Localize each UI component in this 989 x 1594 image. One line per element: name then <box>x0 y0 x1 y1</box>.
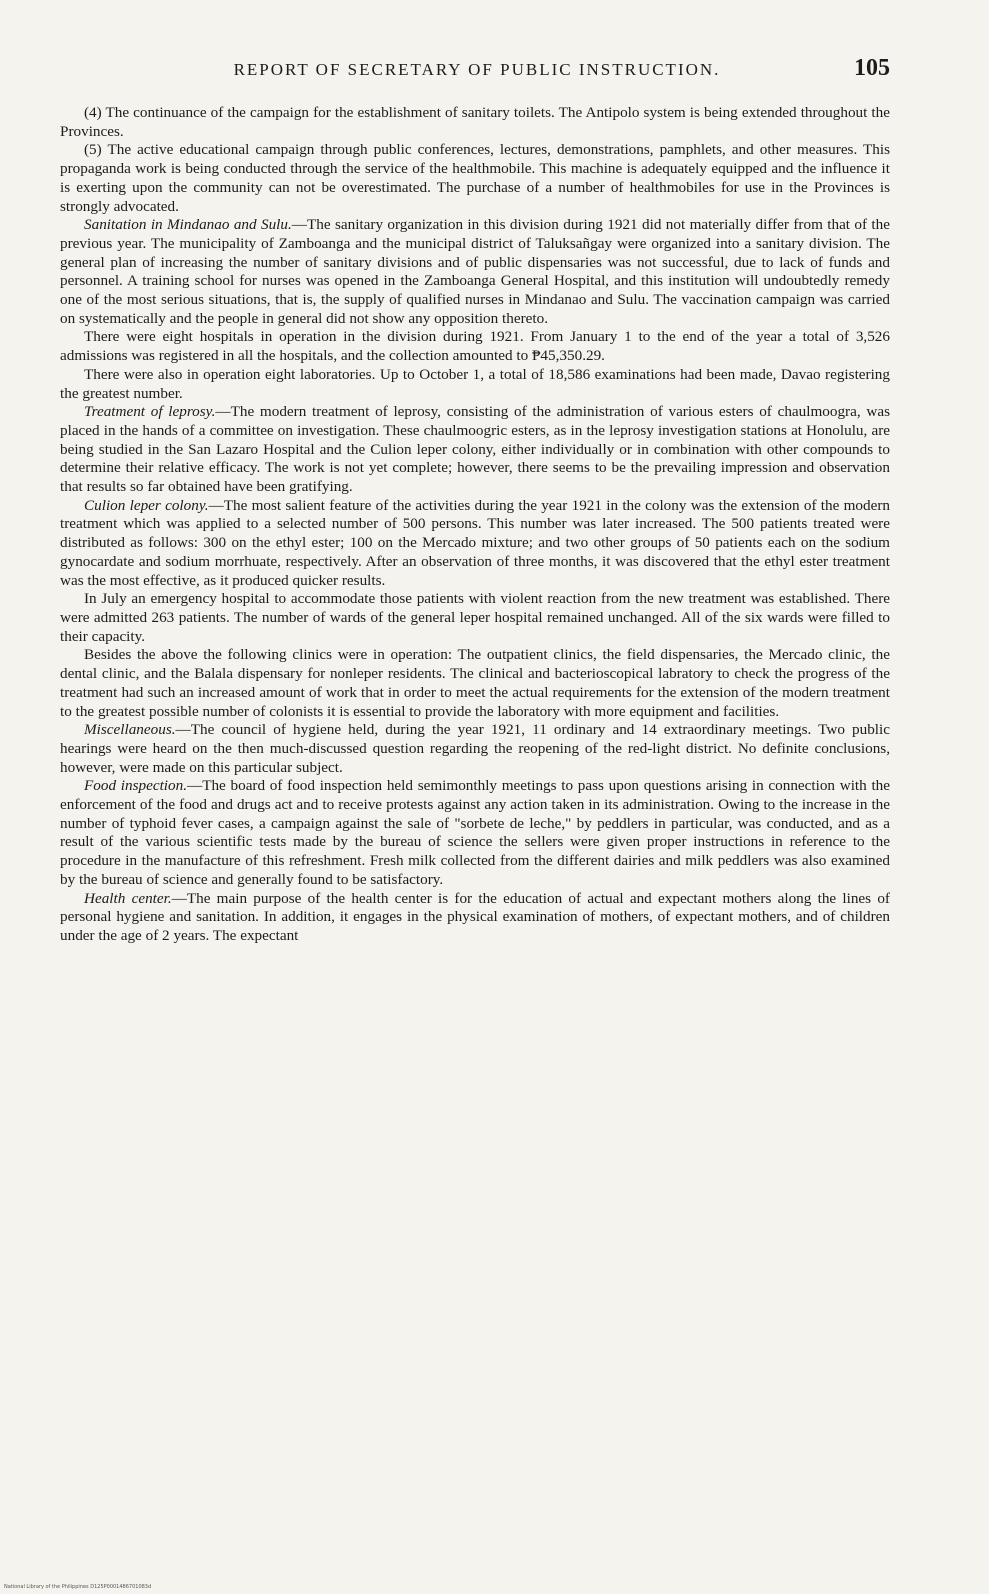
paragraph-text: —The board of food inspection held semimonthly meetings to pass upon questions arising in connection with the enforcement of the food and drugs act and to receive protests against any action taken in its administration. Owing to the increase in the number of typhoid fever cases, a campaign against the sale of "sorbete de leche," by peddlers in particular, was conducted, and as a result of the various scientific tests made by the bureau of science the sellers were given proper instructions in reference to the procedure in the manufacture of this refreshment. Fresh milk collected from the different dairies and milk peddlers was also examined by the bureau of science and generally found to be satisfactory. <box>60 777 890 888</box>
paragraph <box>60 366 890 403</box>
paragraph-text: —The sanitary organization in this division during 1921 did not materially differ from that of the previous year. The municipality of Zamboanga and the municipal district of Taluksañgay were organized into a sanitary division. The general plan of increasing the number of sanitary divisions and of public dispensaries was not successful, due to lack of funds and personnel. A training school for nurses was opened in the Zamboanga General Hospital, and this institution will undoubtedly remedy one of the most serious situations, that is, the supply of qualified nurses in Mindanao and Sulu. The vaccination campaign was carried on systematically and the people in general did not show any opposition thereto. <box>60 216 890 327</box>
paragraph-heading: Health center. <box>84 889 172 907</box>
paragraph <box>60 403 890 497</box>
paragraph-heading: Treatment of leprosy. <box>84 403 216 421</box>
paragraph-text: There were eight hospitals in operation in the division during 1921. From January 1 to the end of the year a total of 3,526 admissions was registered in all the hospitals, and the collection amounted to ₱45,350.29. <box>60 328 890 365</box>
paragraph <box>60 104 890 141</box>
paragraph <box>60 497 890 591</box>
paragraph <box>60 590 890 646</box>
paragraph-text: There were also in operation eight laboratories. Up to October 1, a total of 18,586 examinations had been made, Davao registering the greatest number. <box>60 365 890 402</box>
paragraph <box>60 328 890 365</box>
paragraph-text: —The modern treatment of leprosy, consisting of the administration of various esters of chaulmoogra, was placed in the hands of a committee on investigation. These chaulmoogric esters, as in the leprosy investigation stations at Honolulu, are being studied in the San Lazaro Hospital and the Culion leper colony, either individually or in combination with other compounds to determine their relative efficacy. The work is not yet complete; however, there seems to be the prevailing impression and observation that results so far obtained have been gratifying. <box>60 403 890 496</box>
paragraph-text: (5) The active educational campaign through public conferences, lectures, demonstrations, pamphlets, and other measures. This propaganda work is being conducted through the service of the healthmobile. This machine is adequately equipped and the influence it is exerting upon the community can not be overestimated. The purchase of a number of healthmobiles for use in the Provinces is strongly advocated. <box>60 141 890 215</box>
paragraph-text: In July an emergency hospital to accommodate those patients with violent reaction from the new treatment was established. There were admitted 263 patients. The number of wards of the general leper hospital remained unchanged. All of the six wards were filled to their capacity. <box>60 590 890 645</box>
paragraph-heading: Food inspection. <box>84 777 187 795</box>
paragraph-text: Besides the above the following clinics were in operation: The outpatient clinics, the field dispensaries, the Mercado clinic, the dental clinic, and the Balala dispensary for nonleper residents. The clinical and bacterioscopical labratory to check the progress of the treatment had such an increased amount of work that in order to meet the actual requirements for the extension of the modern treatment to the greatest possible number of colonists it is essential to provide the laboratory with more equipment and facilities. <box>60 646 890 720</box>
paragraph-text: —The most salient feature of the activities during the year 1921 in the colony was the extension of the modern treatment which was applied to a selected number of 500 persons. This number was later increased. The 500 patients treated were distributed as follows: 300 on the ethyl ester; 100 on the Mercado mixture; and two other groups of 50 patients each on the sodium gynocardate and sodium morrhuate, respectively. After an observation of three months, it was discovered that the ethyl ester treatment was the most effective, as it produced quicker results. <box>60 496 890 589</box>
paragraph <box>60 216 890 328</box>
paragraph <box>60 721 890 777</box>
paragraph <box>60 646 890 721</box>
paragraph-text: —The council of hygiene held, during the year 1921, 11 ordinary and 14 extraordinary meetings. Two public hearings were heard on the then much-discussed question regarding the reopening of the red-light district. No definite conclusions, however, were made on this particular subject. <box>60 721 890 776</box>
paragraph-heading: Sanitation in Mindanao and Sulu. <box>84 216 292 234</box>
paragraph <box>60 890 890 946</box>
paragraph-text: (4) The continuance of the campaign for the establishment of sanitary toilets. The Antipolo system is being extended throughout the Provinces. <box>60 104 890 140</box>
paragraph-heading: Culion leper colony. <box>84 496 209 514</box>
running-title: REPORT OF SECRETARY OF PUBLIC INSTRUCTION. <box>233 60 721 79</box>
paragraph <box>60 141 890 216</box>
paragraph-heading: Miscellaneous. <box>84 721 176 739</box>
page-header <box>60 55 890 82</box>
scan-footer: National Library of the Philippines D125P0001486701083d <box>4 1584 152 1590</box>
paragraph <box>60 777 890 889</box>
body-text <box>60 104 890 946</box>
page-number: 105 <box>854 55 890 81</box>
document-page <box>60 55 890 946</box>
paragraph-text: —The main purpose of the health center is for the education of actual and expectant mothers along the lines of personal hygiene and sanitation. In addition, it engages in the physical examination of mothers, of expectant mothers, and of children under the age of 2 years. The expectant <box>60 889 890 944</box>
